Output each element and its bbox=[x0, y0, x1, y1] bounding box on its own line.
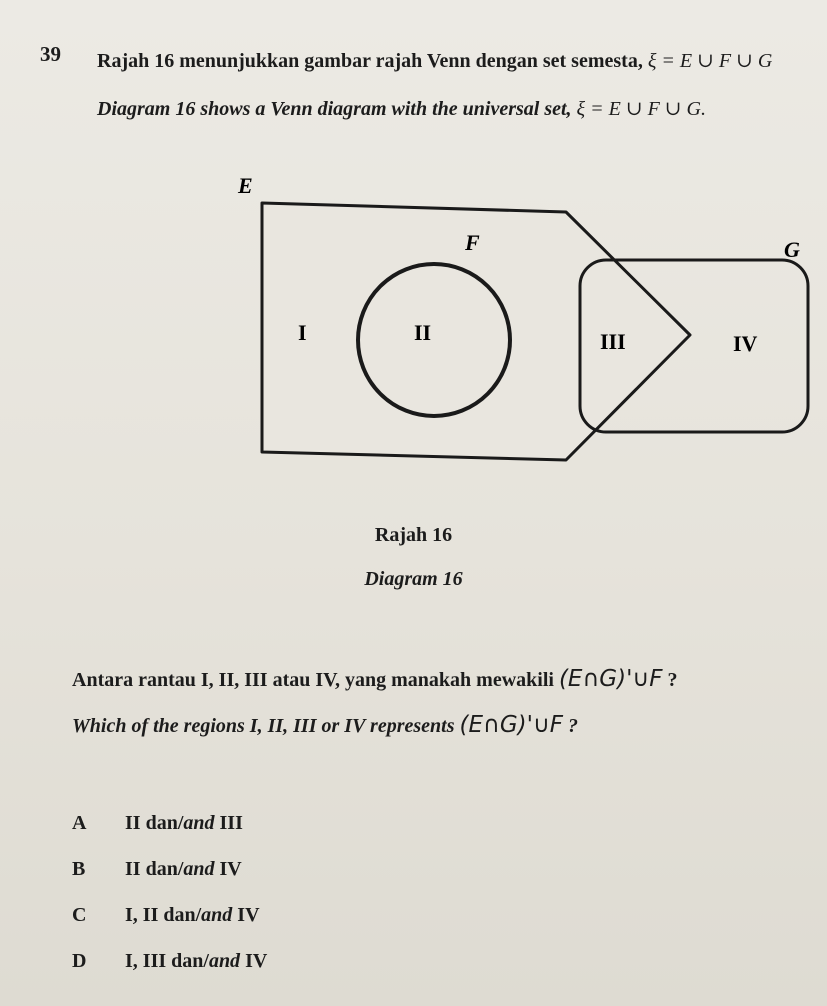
prompt-english-qmark: ? bbox=[568, 715, 579, 737]
option-c[interactable] bbox=[72, 904, 260, 927]
diagram-caption-malay: Rajah 16 bbox=[374, 524, 453, 546]
option-c-text: I, II dan/and IV bbox=[125, 904, 260, 926]
prompt-malay-qmark: ? bbox=[667, 669, 678, 691]
region-label-1: I bbox=[298, 320, 307, 345]
region-label-2: II bbox=[414, 320, 432, 345]
option-b-text: II dan/and IV bbox=[125, 858, 242, 880]
region-label-4: IV bbox=[733, 331, 758, 356]
set-label-f: F bbox=[465, 230, 480, 255]
prompt-malay bbox=[72, 666, 677, 692]
prompt-english-expression: (E∩G)'∪F bbox=[459, 712, 564, 738]
diagram-caption-english: Diagram 16 bbox=[364, 568, 463, 590]
option-b-letter: B bbox=[72, 858, 86, 880]
set-label-g: G bbox=[784, 237, 800, 262]
prompt-malay-expression: (E∩G)'∪F bbox=[558, 666, 663, 692]
question-number: 39 bbox=[40, 42, 61, 66]
option-a[interactable] bbox=[72, 812, 243, 835]
universal-set-formula-malay: ξ = E ∪ F ∪ G bbox=[647, 50, 773, 72]
option-d-text: I, III dan/and IV bbox=[125, 950, 268, 972]
set-label-e: E bbox=[238, 173, 253, 198]
option-a-letter: A bbox=[72, 812, 87, 834]
prompt-malay-text: Antara rantau I, II, III atau IV, yang manakah mewakili bbox=[72, 669, 554, 691]
option-d[interactable] bbox=[72, 950, 267, 973]
question-english-text: Diagram 16 shows a Venn diagram with the universal set, bbox=[97, 98, 572, 120]
option-c-letter: C bbox=[72, 904, 87, 926]
prompt-english bbox=[72, 712, 578, 738]
option-b[interactable] bbox=[72, 858, 242, 881]
question-malay-text: Rajah 16 menunjukkan gambar rajah Venn dengan set semesta, bbox=[97, 50, 643, 72]
region-label-3: III bbox=[600, 329, 626, 354]
universal-set-formula-english: ξ = E ∪ F ∪ G. bbox=[576, 98, 706, 120]
prompt-english-text: Which of the regions I, II, III or IV represents bbox=[72, 715, 455, 737]
option-d-letter: D bbox=[72, 950, 87, 972]
option-a-text: II dan/and III bbox=[125, 812, 243, 834]
